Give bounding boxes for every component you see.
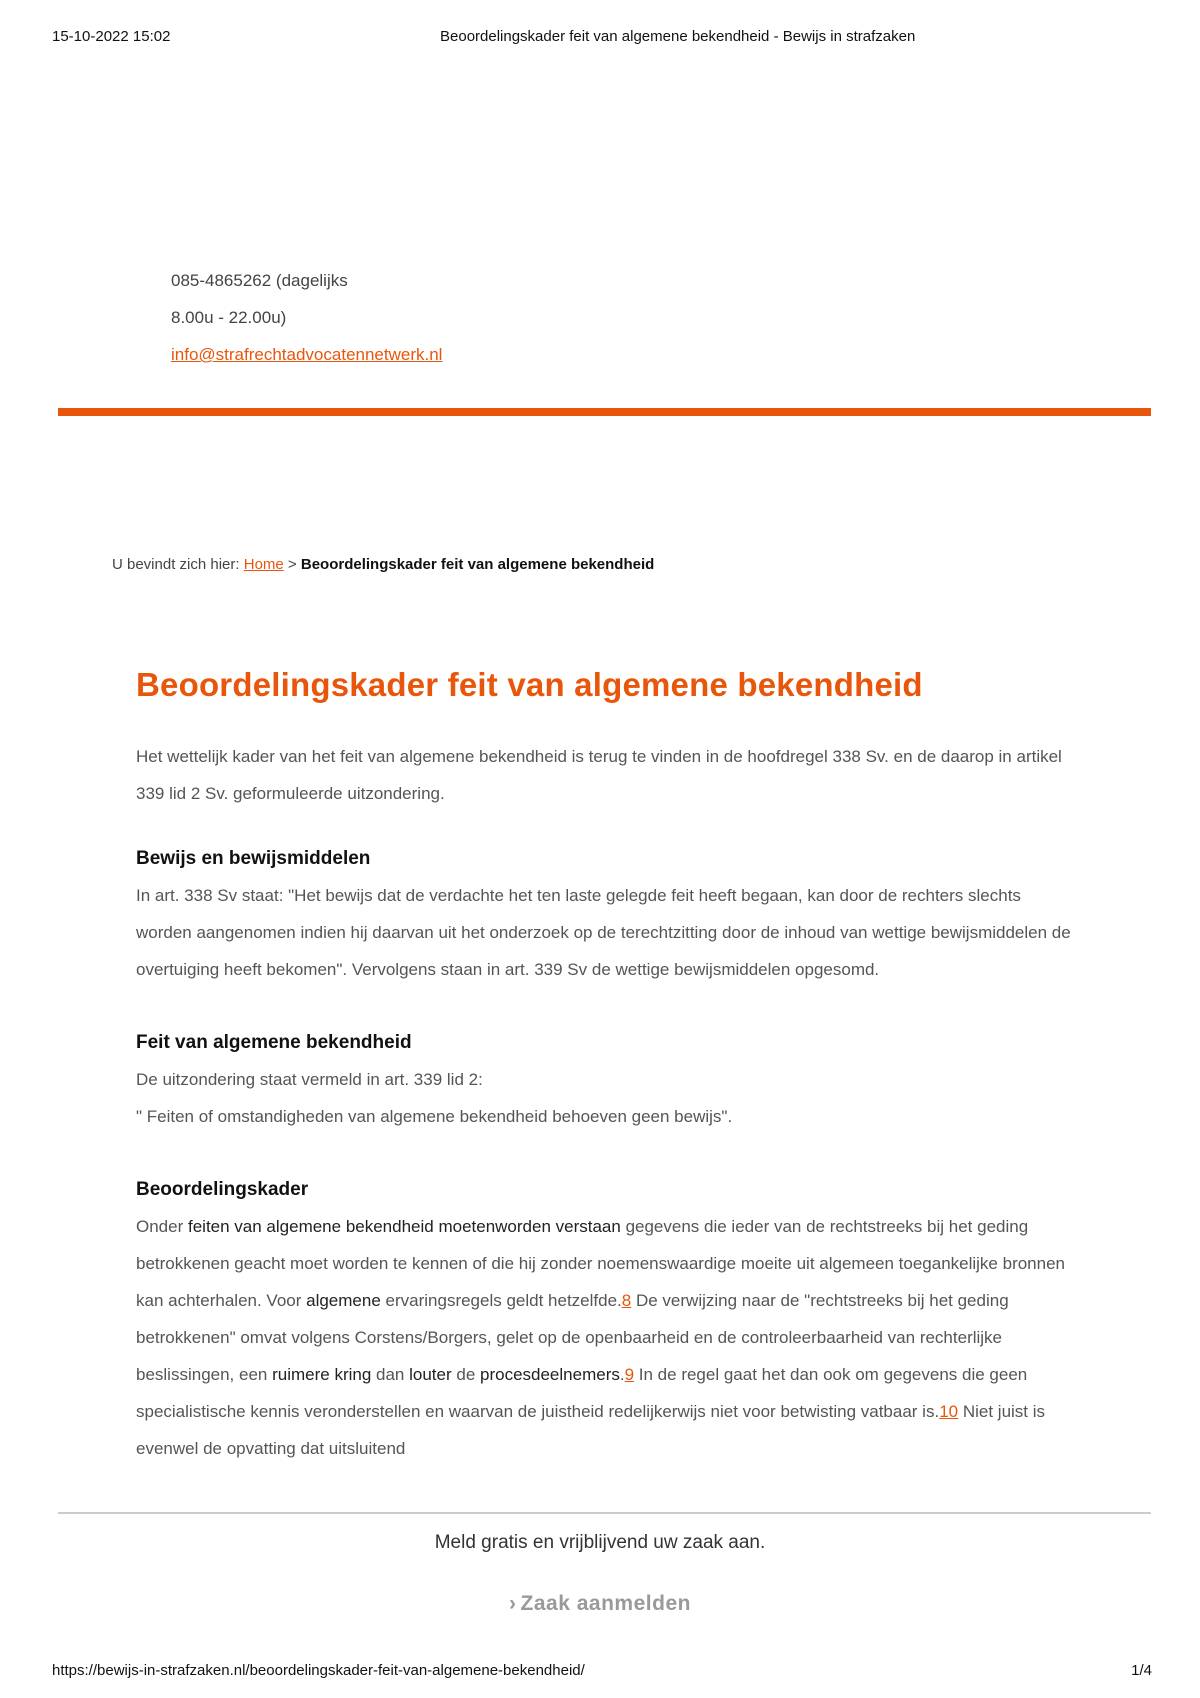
text-run-emphasis: algemene	[306, 1291, 381, 1310]
text-run: gegevens die ieder van de rechtstreeks bij het geding betrokkenen geacht moet worden te kennen of die hij zonder noemenswaardige moeite uit algemeen toegankelijke bronnen kan achterhalen. Voor	[136, 1217, 1065, 1310]
section-heading-beoordelingskader: Beoordelingskader	[136, 1179, 309, 1200]
contact-phone: 085-4865262 (dagelijks	[171, 271, 348, 290]
breadcrumb	[112, 556, 654, 573]
text-run-emphasis: louter	[409, 1365, 452, 1384]
chevron-right-icon: ›	[509, 1592, 517, 1615]
text-run-emphasis: ruimere kring	[272, 1365, 372, 1384]
text-run: Onder	[136, 1217, 188, 1236]
breadcrumb-prefix: U bevindt zich hier:	[112, 556, 240, 573]
print-datetime: 15-10-2022 15:02	[52, 28, 171, 45]
section-body-bewijs: In art. 338 Sv staat: "Het bewijs dat de verdachte het ten laste gelegde feit heeft begaan, kan door de rechters slechts worden aangenomen indien hij daarvan uit het onderzoek op de terechtzitting door de inhoud van wettige bewijsmiddelen de overtuiging heeft bekomen". Vervolgens staan in art. 339 Sv de wettige bewijsmiddelen opgesomd.	[136, 886, 1071, 979]
breadcrumb-current: Beoordelingskader feit van algemene bekendheid	[300, 556, 655, 573]
cta-text: Meld gratis en vrijblijvend uw zaak aan.	[434, 1532, 766, 1553]
section-heading-bewijs: Bewijs en bewijsmiddelen	[136, 848, 371, 869]
footnote-link-8[interactable]: 8	[621, 1291, 632, 1310]
section-body-feit-line2: " Feiten of omstandigheden van algemene bekendheid behoeven geen bewijs".	[136, 1107, 733, 1126]
header-divider-bar	[58, 408, 1151, 416]
contact-block	[171, 262, 442, 373]
article-content	[136, 662, 1076, 1467]
text-run: .	[619, 1365, 625, 1384]
text-run-emphasis: worden	[495, 1217, 556, 1236]
section-body-beoordelingskader	[136, 1208, 1076, 1467]
print-doc-title: Beoordelingskader feit van algemene bekendheid - Bewijs in strafzaken	[440, 28, 916, 45]
zaak-aanmelden-button[interactable]	[0, 1592, 1200, 1616]
section-heading-feit: Feit van algemene bekendheid	[136, 1032, 412, 1053]
print-header	[52, 28, 1140, 48]
footnote-link-10[interactable]: 10	[939, 1402, 959, 1421]
text-run: dan	[371, 1365, 410, 1384]
breadcrumb-separator: >	[287, 556, 297, 573]
footnote-link-9[interactable]: 9	[624, 1365, 635, 1384]
text-run: de	[451, 1365, 480, 1384]
section-body-feit-line1: De uitzondering staat vermeld in art. 339 lid 2:	[136, 1070, 483, 1089]
text-run-emphasis: feiten van algemene bekendheid moeten	[187, 1217, 496, 1236]
text-run-emphasis: procesdeelnemers	[480, 1365, 620, 1384]
intro-paragraph: Het wettelijk kader van het feit van algemene bekendheid is terug te vinden in de hoofdregel 338 Sv. en de daarop in artikel 339 lid 2 Sv. geformuleerde uitzondering.	[136, 747, 1062, 803]
breadcrumb-home-link[interactable]: Home	[243, 556, 284, 573]
zaak-aanmelden-label: Zaak aanmelden	[520, 1592, 691, 1615]
print-url: https://bewijs-in-strafzaken.nl/beoordelingskader-feit-van-algemene-bekendheid/	[52, 1662, 585, 1679]
text-run: ervaringsregels geldt hetzelfde.	[380, 1291, 622, 1310]
cta-divider	[58, 1512, 1151, 1514]
text-run: De verwijzing naar de "rechtstreeks bij het geding betrokkenen" omvat volgens Corstens/Borgers, gelet op de openbaarheid en de controleerbaarheid van rechterlijke beslissingen, een	[136, 1291, 1009, 1384]
text-run: Niet juist is evenwel de opvatting dat uitsluitend	[136, 1402, 1046, 1458]
print-page-number: 1/4	[1131, 1662, 1152, 1679]
text-run: In de regel gaat het dan ook om gegevens die geen specialistische kennis veronderstellen en waarvan de juistheid redelijkerwijs niet voor betwisting vatbaar is.	[136, 1365, 1028, 1421]
contact-hours: 8.00u - 22.00u)	[171, 308, 287, 327]
page-title: Beoordelingskader feit van algemene bekendheid	[136, 666, 923, 703]
text-run-emphasis: verstaan	[555, 1217, 621, 1236]
contact-email-link[interactable]: info@strafrechtadvocatennetwerk.nl	[171, 345, 443, 364]
